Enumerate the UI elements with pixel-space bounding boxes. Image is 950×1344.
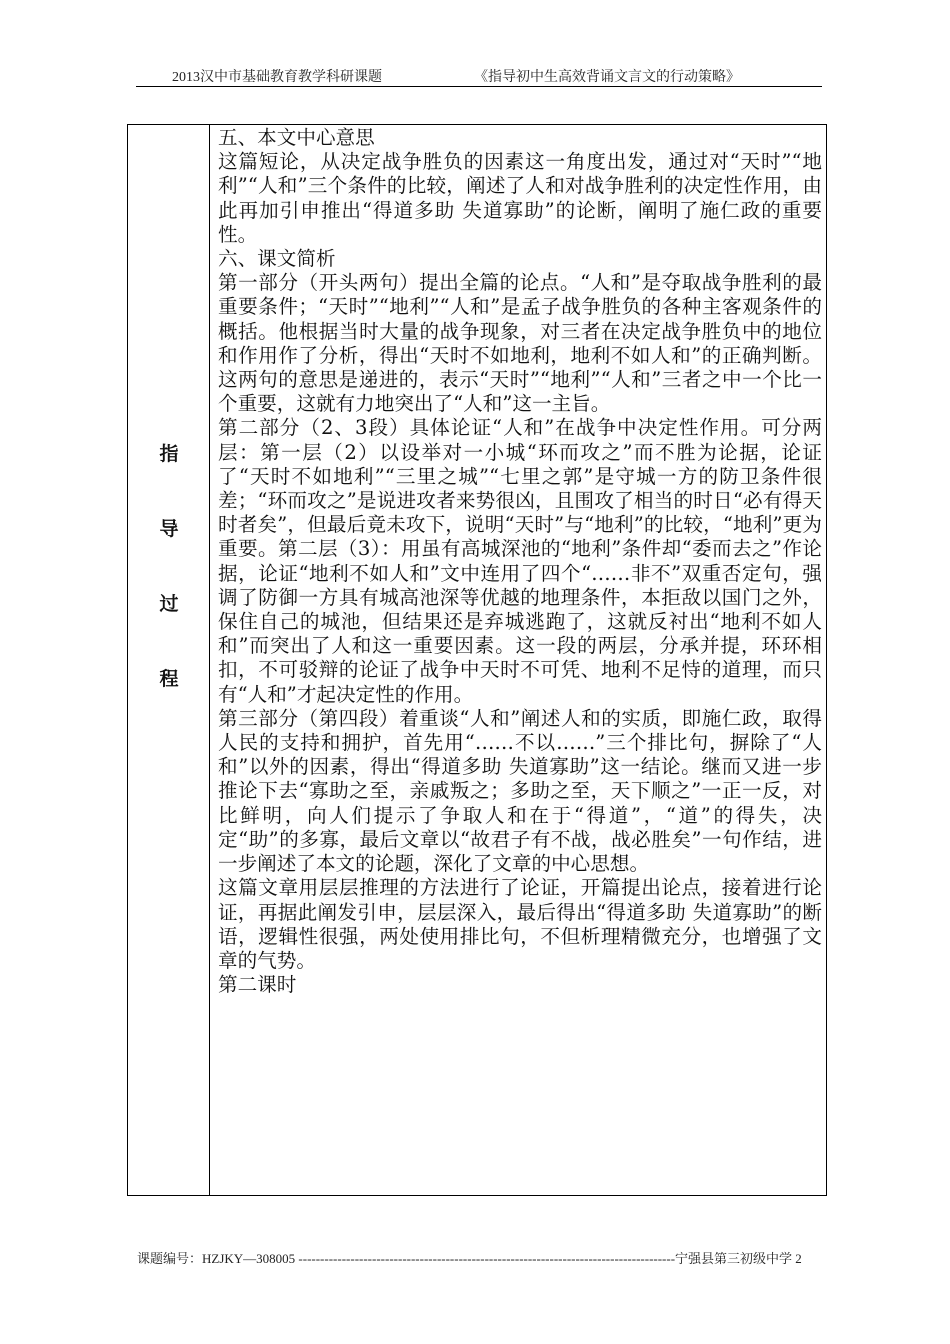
side-label-char: 导	[159, 518, 179, 540]
header-document-title: 《指导初中生高效背诵文言文的行动策略》	[474, 70, 740, 85]
header-divider	[136, 86, 822, 87]
lesson-table	[127, 124, 827, 1196]
paragraph: 这篇文章用层层推理的方法进行了论证，开篇提出论点，接着进行论证，再据此阐发引申，层层深入，最后得出“得道多助 失道寡助”的断语，逻辑性很强，两处使用排比句，不但析理精微充分，也增强了文章的气势。	[218, 876, 822, 972]
page-footer: 课题编号：HZJKY—308005 ---------------------------------------------------------------------------------------宁强县第三初级中学 2	[137, 1251, 802, 1266]
paragraph: 这篇短论，从决定战争胜负的因素这一角度出发，通过对“天时”“地利”“人和”三个条件的比较，阐述了人和对战争胜利的决定性作用，由此再加引申推出“得道多助 失道寡助”的论断，阐明了施仁政的重要性。	[218, 150, 822, 246]
content-cell	[218, 126, 822, 997]
header-project-title: 2013汉中市基础教育教学科研课题	[172, 70, 382, 85]
side-label-char: 指	[159, 443, 179, 465]
paragraph: 第三部分（第四段）着重谈“人和”阐述人和的实质，即施仁政，取得人民的支持和拥护，首先用“……不以……”三个排比句，摒除了“人和”以外的因素，得出“得道多助 失道寡助”这一结论。继而又进一步推论下去“寡助之至，亲戚叛之；多助之至，天下顺之”一正一反，对比鲜明，向人们提示了争取人和在于“得道”，“道”的得失，决定“助”的多寡，最后文章以“故君子有不战，战必胜矣”一句作结，进一步阐述了本文的论题，深化了文章的中心思想。	[218, 706, 822, 876]
side-label-cell	[128, 125, 210, 1195]
section-heading: 五、本文中心意思	[218, 126, 375, 149]
section-heading: 第二课时	[218, 973, 297, 997]
side-label-char: 程	[159, 668, 179, 690]
section-heading: 六、课文简析	[218, 247, 336, 271]
paragraph: 第一部分（开头两句）提出全篇的论点。“人和”是夺取战争胜利的最重要条件；“天时”“地利”“人和”是孟子战争胜负的各种主客观条件的概括。他根据当时大量的战争现象，对三者在决定战争胜负中的地位和作用作了分析，得出“天时不如地利，地利不如人和”的正确判断。这两句的意思是递进的，表示“天时”“地利”“人和”三者之中一个比一个重要，这就有力地突出了“人和”这一主旨。	[218, 271, 822, 416]
paragraph: 第二部分（2、3段）具体论证“人和”在战争中决定性作用。可分两层：第一层（2）以设举对一小城“环而攻之”而不胜为论据，论证了“天时不如地利”“三里之城”“七里之郭”是守城一方的防卫条件很差；“环而攻之”是说进攻者来势很凶，且围攻了相当的时日“必有得天时者矣”，但最后竟未攻下，说明“天时”与“地利”的比较，“地利”更为重要。第二层（3）：用虽有高城深池的“地利”条件却“委而去之”作论据，论证“地利不如人和”文中连用了四个“……非不”双重否定句，强调了防御一方具有城高池深等优越的地理条件，本拒敌以国门之外，保住自己的城池，但结果还是弃城逃跑了，这就反衬出“地利不如人和”而突出了人和这一重要因素。这一段的两层，分承并提，环环相扣，不可驳辩的论证了战争中天时不可凭、地利不足恃的道理，而只有“人和”才起决定性的作用。	[218, 416, 822, 706]
side-label-char: 过	[159, 593, 179, 615]
page-header	[136, 64, 816, 86]
